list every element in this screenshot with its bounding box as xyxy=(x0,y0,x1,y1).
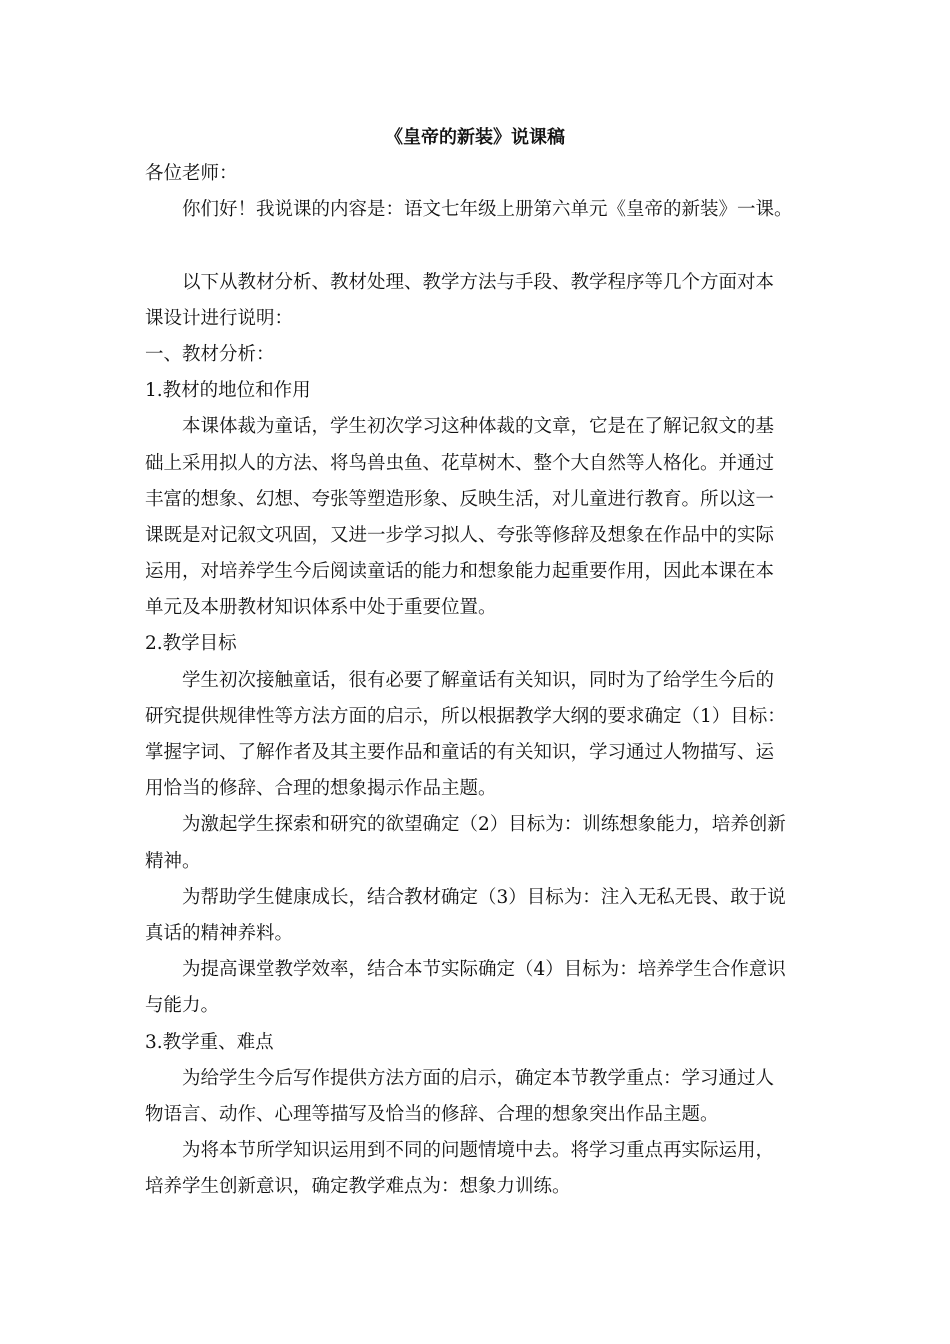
text-line: 单元及本册教材知识体系中处于重要位置。 xyxy=(145,597,497,619)
text-line: 本课体裁为童话，学生初次学习这种体裁的文章，它是在了解记叙文的基 xyxy=(182,416,775,438)
text-line: 3.教学重、难点 xyxy=(145,1031,274,1053)
document-body xyxy=(145,156,815,1205)
text-line: 础上采用拟人的方法、将鸟兽虫鱼、花草树木、整个大自然等人格化。并通过 xyxy=(145,452,775,474)
text-line: 丰富的想象、幻想、夸张等塑造形象、反映生活，对儿童进行教育。所以这一 xyxy=(145,488,775,510)
text-line: 你们好！我说课的内容是：语文七年级上册第六单元《皇帝的新装》一课。 xyxy=(182,199,793,221)
text-line: 为激起学生探索和研究的欲望确定（2）目标为：训练想象能力，培养创新 xyxy=(182,814,786,836)
text-line: 以下从教材分析、教材处理、教学方法与手段、教学程序等几个方面对本 xyxy=(182,271,775,293)
text-line: 为帮助学生健康成长，结合教材确定（3）目标为：注入无私无畏、敢于说 xyxy=(182,886,786,908)
text-line: 1.教材的地位和作用 xyxy=(145,380,311,402)
text-line: 精神。 xyxy=(145,850,201,872)
text-line: 为给学生今后写作提供方法方面的启示，确定本节教学重点：学习通过人 xyxy=(182,1067,775,1089)
text-line: 各位老师： xyxy=(145,163,238,184)
text-line: 一、教材分析： xyxy=(145,343,275,365)
text-line: 研究提供规律性等方法方面的启示，所以根据教学大纲的要求确定（1）目标： xyxy=(145,705,786,727)
text-line: 培养学生创新意识，确定教学难点为：想象力训练。 xyxy=(145,1176,571,1198)
blank-line xyxy=(145,228,815,264)
text-line: 与能力。 xyxy=(145,995,220,1017)
text-line: 为将本节所学知识运用到不同的问题情境中去。将学习重点再实际运用， xyxy=(182,1140,775,1162)
text-line: 为提高课堂教学效率，结合本节实际确定（4）目标为：培养学生合作意识 xyxy=(182,959,786,981)
text-line: 课设计进行说明： xyxy=(145,307,294,329)
text-line: 用恰当的修辞、合理的想象揭示作品主题。 xyxy=(145,778,497,800)
text-line: 学生初次接触童话，很有必要了解童话有关知识，同时为了给学生今后的 xyxy=(182,669,775,691)
text-line: 课既是对记叙文巩固，又进一步学习拟人、夸张等修辞及想象在作品中的实际 xyxy=(145,524,775,546)
document-title: 《皇帝的新装》说课稿 xyxy=(385,127,565,148)
text-line: 2.教学目标 xyxy=(145,633,237,655)
text-line: 运用，对培养学生今后阅读童话的能力和想象能力起重要作用，因此本课在本 xyxy=(145,561,775,583)
text-line: 掌握字词、了解作者及其主要作品和童话的有关知识，学习通过人物描写、运 xyxy=(145,742,775,763)
text-line: 物语言、动作、心理等描写及恰当的修辞、合理的想象突出作品主题。 xyxy=(145,1103,719,1125)
text-line: 真话的精神养料。 xyxy=(145,922,294,944)
